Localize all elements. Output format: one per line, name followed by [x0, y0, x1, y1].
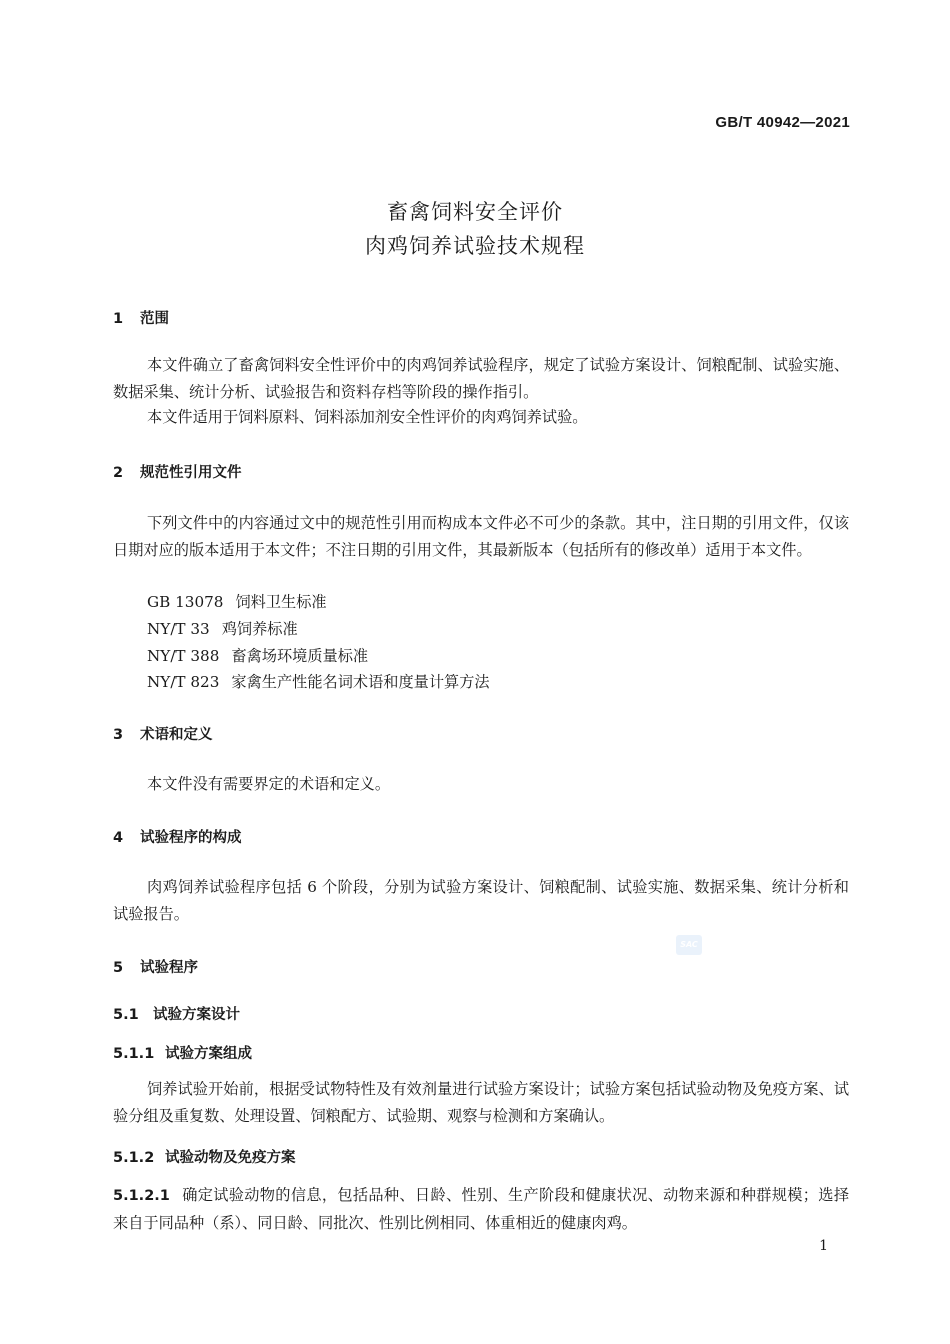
section-number: 2: [113, 465, 124, 481]
section-title: 试验动物及免疫方案: [165, 1150, 296, 1166]
section-title: 试验程序的构成: [140, 830, 242, 846]
section-number: 5.1.1: [113, 1046, 155, 1062]
section-number: 5.1.2: [113, 1150, 155, 1166]
reference-code: NY/T 823: [147, 673, 220, 691]
section-3-paragraph-1: 本文件没有需要界定的术语和定义。: [147, 775, 390, 793]
section-title: 试验方案组成: [165, 1046, 252, 1062]
normative-reference: [147, 645, 368, 666]
standard-code: GB/T 40942—2021: [715, 114, 850, 131]
section-4-paragraph-1: 肉鸡饲养试验程序包括 6 个阶段，分别为试验方案设计、饲粮配制、试验实施、数据采集、统计分析和试验报告。: [113, 878, 849, 923]
reference-name: 饲料卫生标准: [235, 593, 327, 611]
reference-code: GB 13078: [147, 593, 224, 611]
section-5-heading: [113, 956, 198, 977]
document-title-line1: 畜禽饲料安全评价: [387, 200, 563, 224]
normative-reference: [147, 671, 490, 692]
section-5-1-2-heading: [113, 1146, 296, 1167]
reference-name: 鸡饲养标准: [221, 620, 298, 638]
section-title: 术语和定义: [140, 727, 213, 743]
reference-code: NY/T 33: [147, 620, 210, 638]
normative-reference: [147, 591, 327, 612]
section-title: 范围: [140, 311, 169, 327]
normative-reference: [147, 618, 298, 639]
section-number: 4: [113, 830, 124, 846]
section-4-heading: [113, 826, 242, 847]
reference-name: 畜禽场环境质量标准: [231, 647, 369, 665]
section-5-1-heading: [113, 1003, 240, 1024]
section-title: 规范性引用文件: [140, 465, 242, 481]
section-1-paragraph-2: 本文件适用于饲料原料、饲料添加剂安全性评价的肉鸡饲养试验。: [147, 408, 588, 426]
reference-name: 家禽生产性能名词术语和度量计算方法: [231, 673, 490, 691]
section-2-heading: [113, 461, 242, 482]
section-1-heading: [113, 307, 169, 328]
clause-number: 5.1.2.1: [113, 1188, 170, 1204]
section-5-1-1-heading: [113, 1042, 252, 1063]
section-number: 3: [113, 727, 124, 743]
section-5-1-1-paragraph-1: 饲养试验开始前，根据受试物特性及有效剂量进行试验方案设计；试验方案包括试验动物及免疫方案、试验分组及重复数、处理设置、饲粮配方、试验期、观察与检测和方案确认。: [113, 1080, 849, 1125]
section-3-heading: [113, 723, 213, 744]
section-number: 5: [113, 960, 124, 976]
reference-code: NY/T 388: [147, 647, 220, 665]
clause-5-1-2-1: [113, 1182, 849, 1236]
sac-watermark: SAC: [676, 935, 702, 955]
page-number: 1: [819, 1238, 828, 1254]
document-title-line2: 肉鸡饲养试验技术规程: [365, 234, 585, 258]
section-title: 试验程序: [140, 960, 198, 976]
section-number: 1: [113, 311, 124, 327]
section-number: 5.1: [113, 1007, 139, 1023]
section-1-paragraph-1: 本文件确立了畜禽饲料安全性评价中的肉鸡饲养试验程序，规定了试验方案设计、饲粮配制、试验实施、数据采集、统计分析、试验报告和资料存档等阶段的操作指引。: [113, 356, 849, 401]
section-2-paragraph-1: 下列文件中的内容通过文中的规范性引用而构成本文件必不可少的条款。其中，注日期的引用文件，仅该日期对应的版本适用于本文件；不注日期的引用文件，其最新版本（包括所有的修改单）适用于本文件。: [113, 514, 849, 559]
clause-text: 确定试验动物的信息，包括品种、日龄、性别、生产阶段和健康状况、动物来源和种群规模；选择来自于同品种（系）、同日龄、同批次、性别比例相同、体重相近的健康肉鸡。: [113, 1186, 849, 1232]
section-title: 试验方案设计: [153, 1007, 240, 1023]
